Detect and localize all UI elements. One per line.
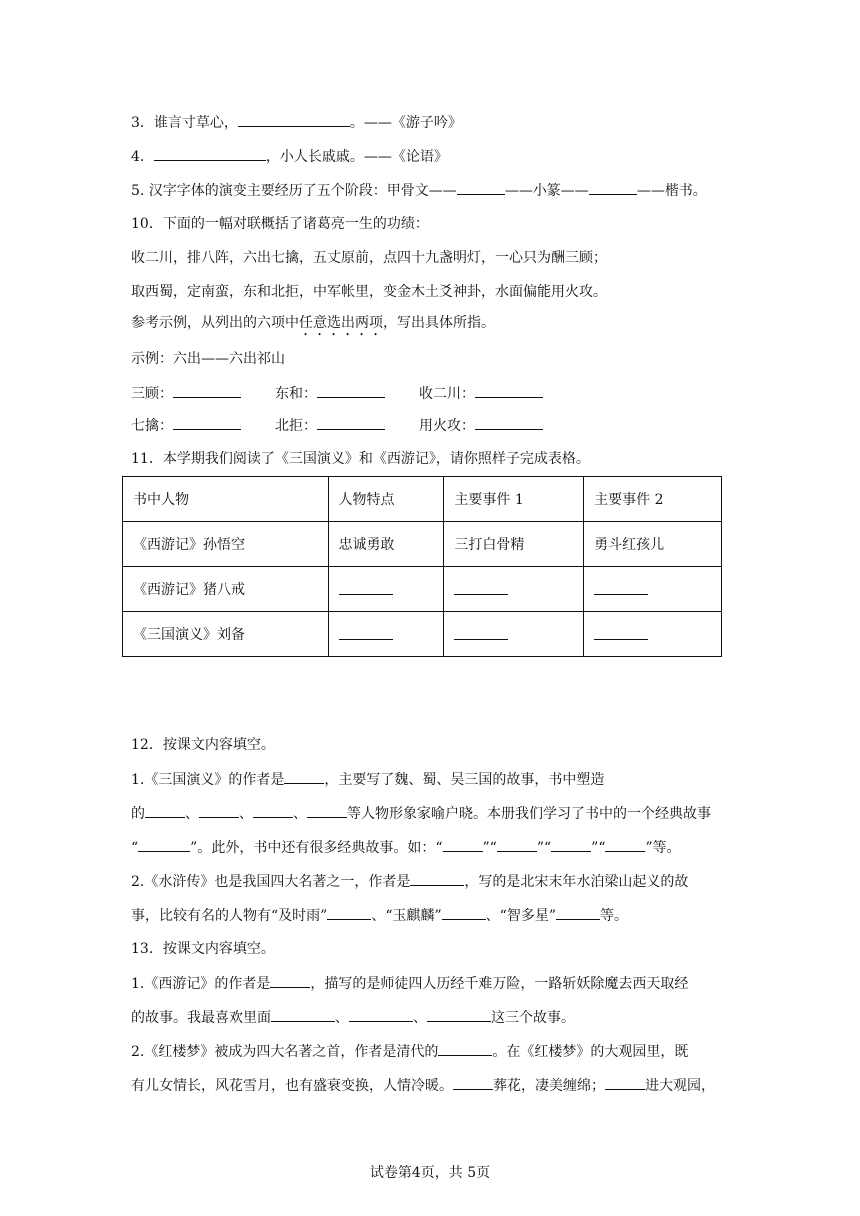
item-donghe-blank[interactable]: [317, 383, 385, 398]
instr-emphasis: 任意选出两项: [299, 315, 383, 331]
q3-blank[interactable]: [238, 112, 350, 127]
q4-text: ，小人长戚戚。——《论语》: [265, 149, 448, 165]
character-blank[interactable]: [307, 803, 347, 818]
q12-line-5: [131, 905, 628, 926]
story-blank[interactable]: [497, 837, 537, 852]
q10-example: 示例：六出——六出祁山: [131, 351, 285, 367]
text: 这三个故事。: [491, 1010, 575, 1026]
table-cell: [584, 612, 722, 657]
table-cell: [328, 567, 444, 612]
story-blank[interactable]: [349, 1007, 413, 1022]
text: 、: [239, 806, 253, 822]
q13-line-1: [131, 973, 688, 994]
q13-title: 13．按课文内容填空。: [131, 941, 275, 957]
q3-source: 。——《游子吟》: [349, 115, 462, 131]
text: 等。: [599, 908, 628, 924]
text: 、“智多星”: [485, 908, 556, 924]
answer-blank[interactable]: [339, 580, 393, 595]
item-yonghuogong-blank[interactable]: [475, 415, 543, 430]
text: 1.《西游记》的作者是: [131, 976, 271, 992]
text: 葬花，凄美缠绵；: [493, 1078, 605, 1094]
character-blank[interactable]: [605, 1075, 645, 1090]
item-donghe-label: 东和：: [275, 386, 317, 402]
author-blank[interactable]: [284, 769, 324, 784]
q10-instruction: [131, 313, 495, 339]
story-blank[interactable]: [551, 837, 591, 852]
story-blank[interactable]: [138, 837, 190, 852]
table-header-row: [123, 477, 722, 522]
table-cell: 《西游记》孙悟空: [123, 522, 329, 567]
text: ”“: [591, 840, 606, 856]
text: 1.《三国演义》的作者是: [131, 772, 285, 788]
text: ”“: [482, 840, 497, 856]
story-blank[interactable]: [271, 1007, 335, 1022]
text: ”“: [536, 840, 552, 856]
couplet-line-1: 收二川，排八阵，六出七擒，五丈原前，点四十九盏明灯，一心只为酬三顾；: [131, 250, 607, 266]
answer-blank[interactable]: [454, 625, 508, 640]
table-cell: [444, 567, 584, 612]
q4-number: 4．: [131, 149, 154, 165]
table-row: [123, 522, 722, 567]
item-shouerchuan-label: 收二川：: [419, 386, 475, 402]
text: ，描写的是师徒四人历经千难万险，一路斩妖除魔去西天取经: [310, 976, 689, 992]
story-blank[interactable]: [427, 1007, 491, 1022]
character-blank[interactable]: [145, 803, 185, 818]
item-qiqin-blank[interactable]: [173, 415, 241, 430]
header-cell: 主要事件 2: [584, 477, 722, 522]
table-cell: [328, 612, 444, 657]
q12-line-4: [131, 871, 688, 892]
table-cell: 《西游记》猪八戒: [123, 567, 329, 612]
text: “: [131, 840, 139, 856]
q13-line-4: [131, 1075, 715, 1096]
text: 。在《红楼梦》的大观园里，既: [492, 1044, 689, 1060]
text: ，写的是北宋末年水泊梁山起义的故: [464, 874, 689, 890]
name-blank[interactable]: [442, 905, 486, 920]
table-cell: 《三国演义》刘备: [123, 612, 329, 657]
text: ”。此外，书中还有很多经典故事。如：“: [190, 840, 443, 856]
q12-line-2: [131, 803, 711, 824]
text: 2.《水浒传》也是我国四大名著之一，作者是: [131, 874, 411, 890]
text: 、: [185, 806, 199, 822]
question-3: [131, 112, 462, 133]
author-blank[interactable]: [410, 871, 464, 886]
author-blank[interactable]: [270, 973, 310, 988]
story-blank[interactable]: [443, 837, 483, 852]
header-cell: 人物特点: [328, 477, 444, 522]
page-footer: 试卷第4页，共 5页: [369, 1165, 491, 1181]
q3-text: 3．谁言寸草心，: [131, 115, 238, 131]
text: 有儿女情长，风花雪月，也有盛衰变换，人情冷暖。: [131, 1078, 453, 1094]
question-5: [131, 180, 707, 201]
q5-mid: ——小篆——: [504, 183, 589, 199]
text: 事，比较有名的人物有“及时雨”: [131, 908, 328, 924]
q5-blank-1[interactable]: [457, 180, 505, 195]
item-qiqin-label: 七擒：: [131, 418, 173, 434]
text: ”等。: [645, 840, 681, 856]
character-blank[interactable]: [453, 1075, 493, 1090]
answer-blank[interactable]: [339, 625, 393, 640]
q5-end: ——楷书。: [636, 183, 707, 199]
q4-blank[interactable]: [154, 146, 266, 161]
table-cell: 忠诚勇敢: [328, 522, 444, 567]
table-cell: [444, 612, 584, 657]
name-blank[interactable]: [556, 905, 600, 920]
table-cell: [584, 567, 722, 612]
q13-line-2: [131, 1007, 575, 1028]
table-cell: 勇斗红孩儿: [584, 522, 722, 567]
text: ，主要写了魏、蜀、吴三国的故事，书中塑造: [324, 772, 605, 788]
item-beiju-blank[interactable]: [317, 415, 385, 430]
q11-title: 11．本学期我们阅读了《三国演义》和《西游记》，请你照样子完成表格。: [131, 451, 590, 467]
text: 等人物形象家喻户晓。本册我们学习了书中的一个经典故事: [347, 806, 711, 822]
q12-line-3: [131, 837, 681, 858]
item-shouerchuan-blank[interactable]: [475, 383, 543, 398]
header-cell: 主要事件 1: [444, 477, 584, 522]
text: 、: [293, 806, 307, 822]
character-table: [122, 476, 722, 657]
instr-post: ，写出具体所指。: [383, 315, 495, 331]
table-row: [123, 612, 722, 657]
q10-item-row-2: [131, 415, 543, 436]
item-yonghuogong-label: 用火攻：: [419, 418, 475, 434]
item-sangu-label: 三顾：: [131, 386, 173, 402]
q10-title: 10．下面的一幅对联概括了诸葛亮一生的功绩：: [131, 216, 429, 232]
text: 、: [335, 1010, 349, 1026]
story-blank[interactable]: [605, 837, 645, 852]
character-blank[interactable]: [253, 803, 293, 818]
header-cell: 书中人物: [123, 477, 329, 522]
table-cell: 三打白骨精: [444, 522, 584, 567]
couplet-line-2: 取西蜀，定南蛮，东和北拒，中军帐里，变金木土爻神卦，水面偏能用火攻。: [131, 284, 607, 300]
answer-blank[interactable]: [594, 625, 648, 640]
author-blank[interactable]: [438, 1041, 492, 1056]
q13-line-3: [131, 1041, 688, 1062]
instr-pre: 参考示例，从列出的六项中: [131, 315, 299, 331]
text: 进大观园，: [645, 1078, 715, 1094]
character-blank[interactable]: [199, 803, 239, 818]
answer-blank[interactable]: [454, 580, 508, 595]
text: 、“玉麒麟”: [371, 908, 442, 924]
table-row: [123, 567, 722, 612]
item-beiju-label: 北拒：: [275, 418, 317, 434]
q12-line-1: [131, 769, 604, 790]
question-4: [131, 146, 448, 167]
answer-blank[interactable]: [594, 580, 648, 595]
name-blank[interactable]: [327, 905, 371, 920]
text: 2.《红楼梦》被成为四大名著之首，作者是清代的: [131, 1044, 439, 1060]
text: 、: [413, 1010, 427, 1026]
q5-text: 5. 汉字字体的演变主要经历了五个阶段：甲骨文——: [131, 183, 457, 199]
q10-item-row-1: [131, 383, 543, 404]
item-sangu-blank[interactable]: [173, 383, 241, 398]
text: 的: [131, 806, 145, 822]
q12-title: 12．按课文内容填空。: [131, 737, 275, 753]
q5-blank-2[interactable]: [589, 180, 637, 195]
text: 的故事。我最喜欢里面: [131, 1010, 271, 1026]
